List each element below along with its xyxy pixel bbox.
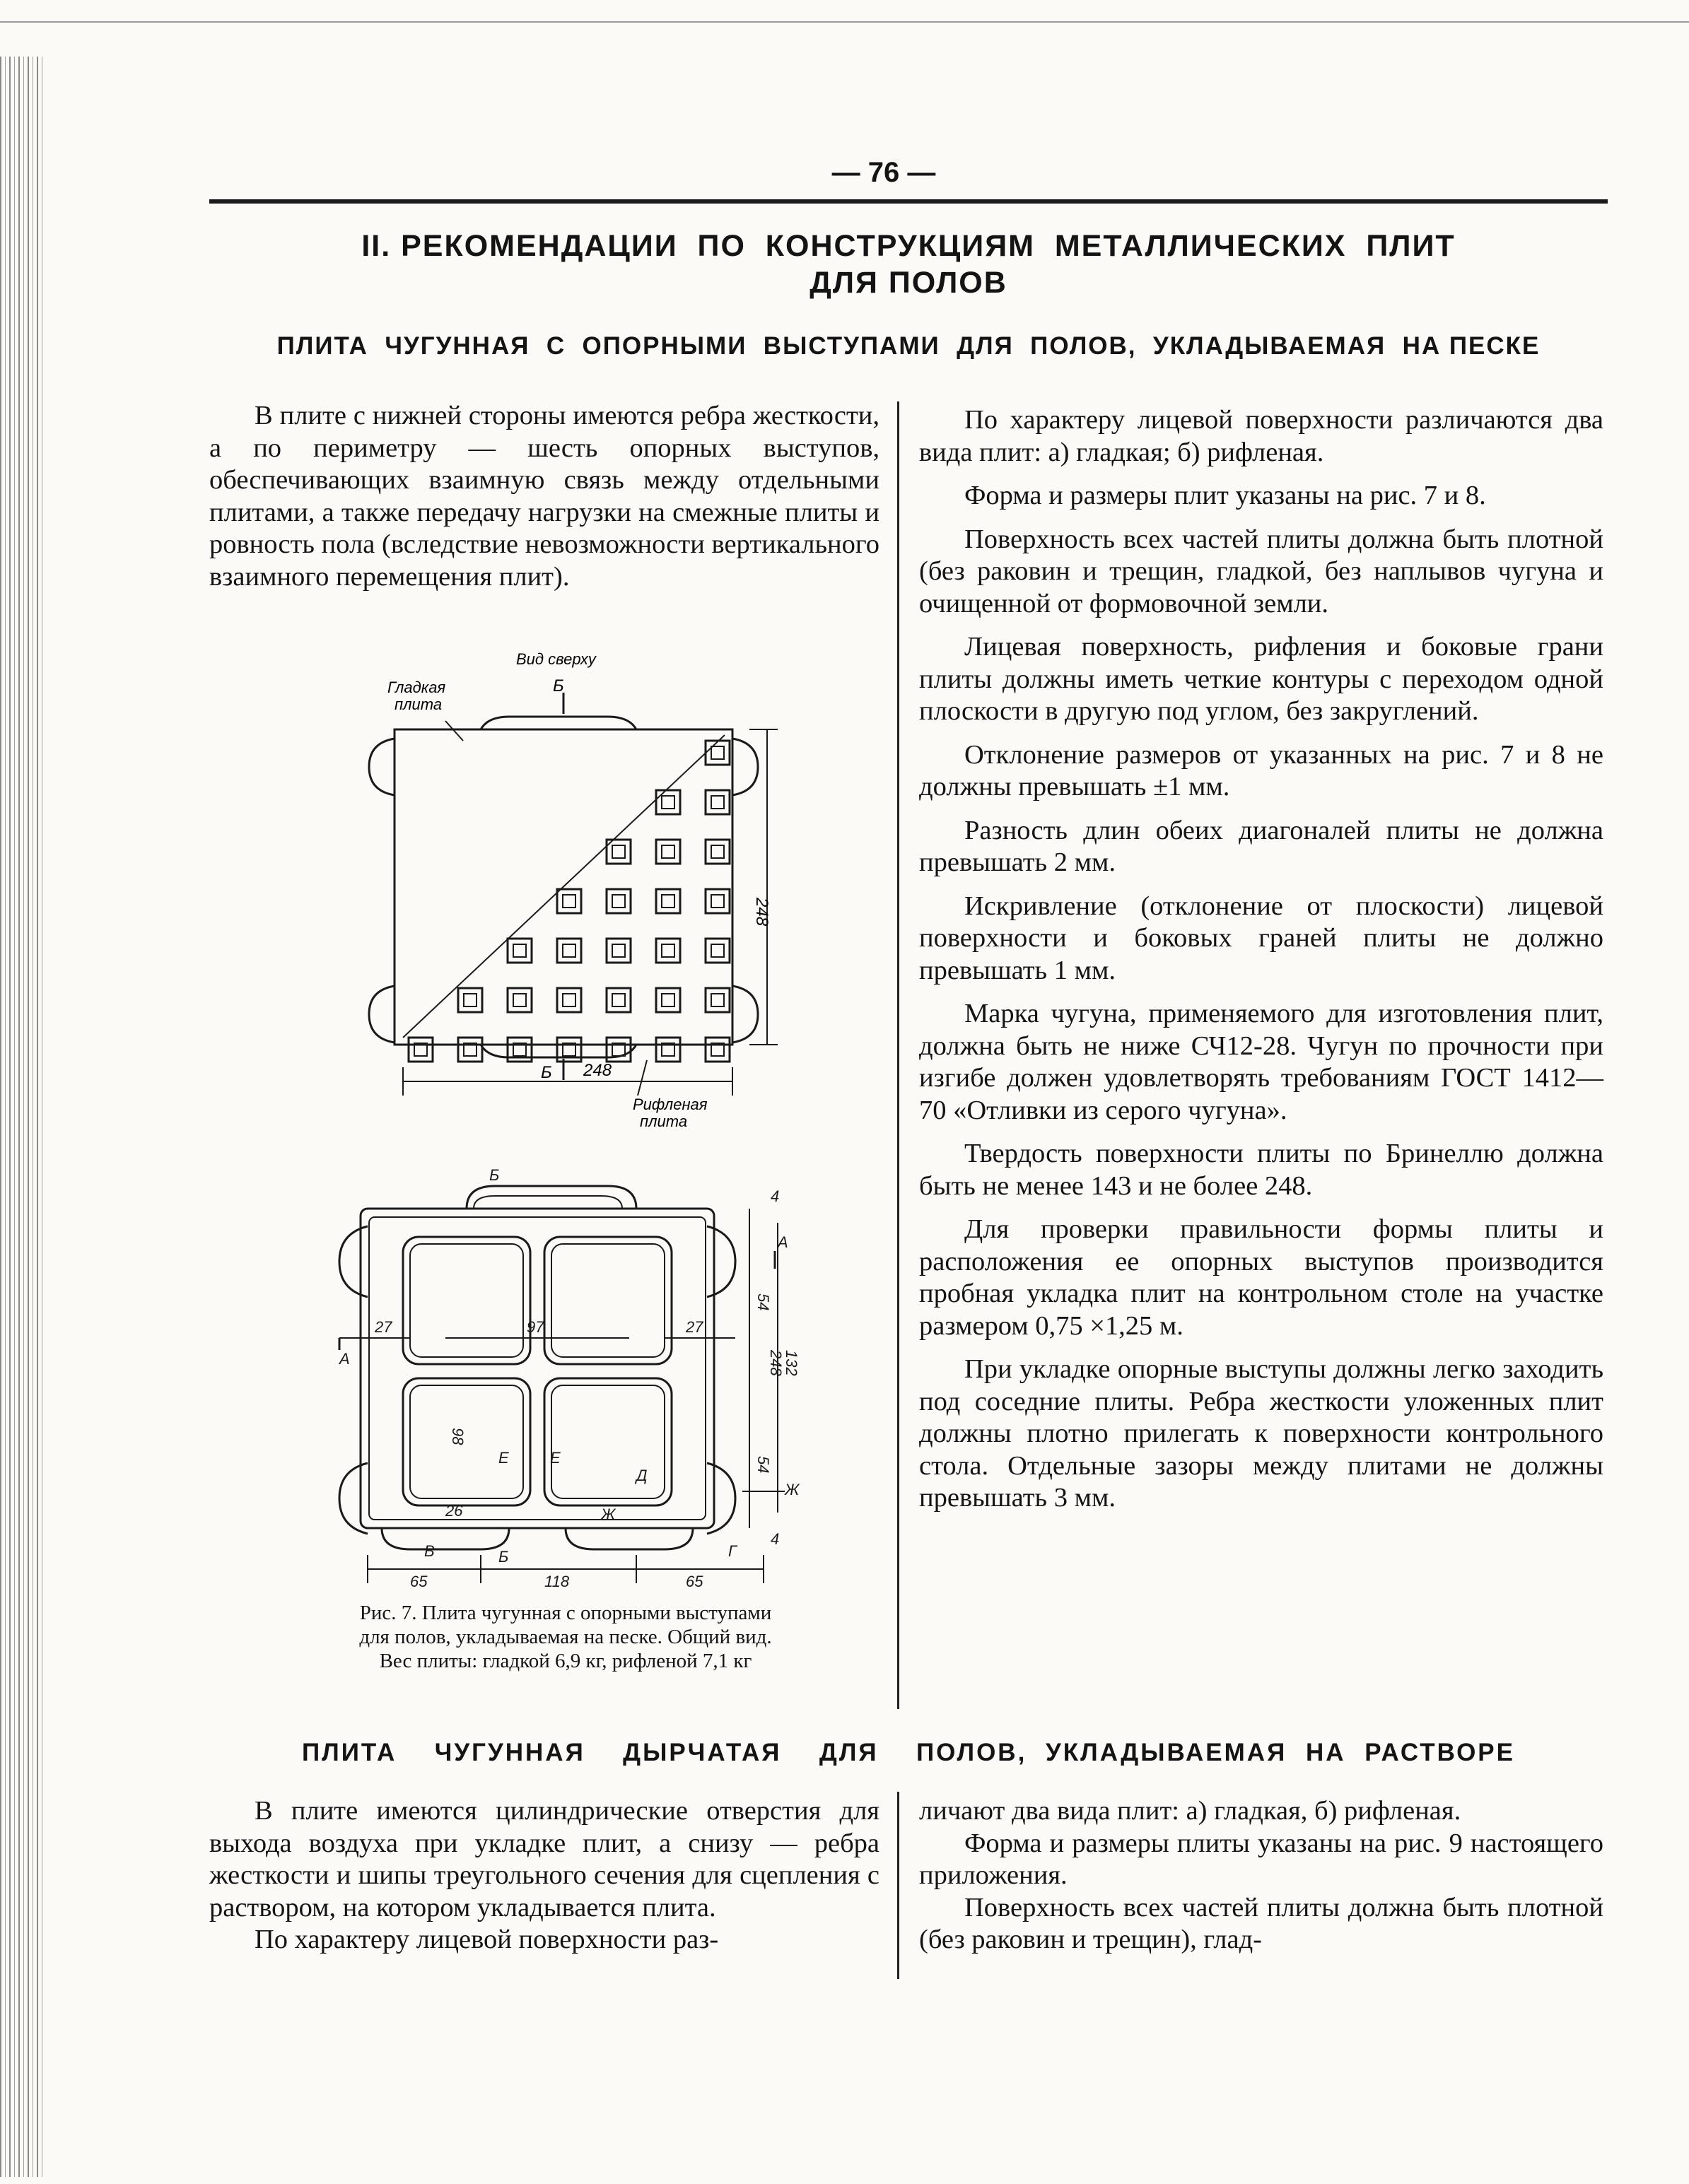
rib-cell [706, 889, 730, 913]
right2-paragraph: Форма и размеры плиты указаны на рис. 9 настоящего приложения. [919, 1828, 1603, 1890]
rib-cell [403, 1237, 530, 1364]
rib-cell-inner [612, 895, 625, 908]
plate-underside-outline [361, 1209, 714, 1528]
rib-cell [706, 790, 730, 814]
label-ribbed-plate: Рифленая [633, 1096, 708, 1113]
plate-top-view-figure [353, 643, 806, 1131]
left2-paragraph: В плите имеются цилиндрические отверстия для выхода воздуха при укладке плит, а снизу — ребра жесткости и шипы треугольного сечения для сцепления с раствором, на котором укладывается плита. [209, 1796, 879, 1922]
rib-cell [409, 1038, 433, 1062]
rib-cell-inner [711, 746, 724, 759]
rib-cell-inner [464, 994, 477, 1006]
label-zh: Ж [601, 1505, 616, 1523]
right2-paragraph: Поверхность всех частей плиты должна быть плотной (без раковин и трещин), глад- [919, 1892, 1603, 1954]
side-lug [369, 739, 395, 795]
rib-cell-inner [662, 796, 674, 809]
dim-248: 248 [767, 1350, 785, 1376]
dim-27-left: 27 [375, 1318, 392, 1336]
left-column-2 [209, 1795, 879, 1956]
top-border-line [0, 21, 1689, 23]
section-mark-b-top: Б [553, 676, 564, 695]
section-mark-b-bottom: Б [541, 1063, 552, 1082]
rib-cell [706, 840, 730, 864]
label-b-bottom: Б [498, 1548, 509, 1566]
dim-65-right: 65 [686, 1573, 703, 1590]
page-number: — 76 — [831, 157, 936, 188]
side-lug [339, 1226, 368, 1297]
rib-cell [508, 939, 532, 963]
label-e-left: Е [498, 1449, 509, 1467]
rib-cell [656, 1038, 680, 1062]
rib-cell [656, 988, 680, 1012]
rib-cell-inner [563, 944, 575, 957]
right-paragraph: По характеру лицевой поверхности различаются два вида плит: а) гладкая; б) рифленая. [919, 405, 1603, 467]
rib-cell [557, 939, 581, 963]
rib-cell [458, 1038, 482, 1062]
right-paragraph: При укладке опорные выступы должны легко заходить под соседние плиты. Ребра жесткости уложенных плит должны плотно прилегать к поверхности контрольного стола. Отдельные зазоры между плитами не должны превышать 3 мм. [919, 1354, 1603, 1513]
rib-cell [557, 988, 581, 1012]
section1-heading: ПЛИТА ЧУГУННАЯ С ОПОРНЫМИ ВЫСТУПАМИ ДЛЯ ПОЛОВ, УКЛАДЫВАЕМАЯ НА ПЕСКЕ [276, 332, 1541, 360]
rib-cell-inner [612, 845, 625, 858]
right-column-2 [919, 1795, 1603, 1956]
rib-cell [706, 939, 730, 963]
right-paragraph: Лицевая поверхность, рифления и боковые грани плиты должны иметь четкие контуры с переходом одной плоскости в другую под углом, без закруглений. [919, 632, 1603, 726]
label-smooth-plate-2: плита [395, 695, 443, 713]
rib-cell [458, 988, 482, 1012]
label-d: Д [636, 1467, 648, 1484]
rib-cell [607, 988, 631, 1012]
right-paragraph: Искривление (отклонение от плоскости) лицевой поверхности и боковых граней плиты не должно превышать 1 мм. [919, 891, 1603, 985]
bottom-lug [382, 1528, 509, 1549]
rib-cell-inner [711, 994, 724, 1006]
label-b: Б [489, 1166, 500, 1184]
scanned-binding-edge [0, 57, 42, 2177]
header-rule [209, 199, 1608, 204]
rib-cell-inner [711, 796, 724, 809]
rib-cell [656, 840, 680, 864]
chapter-title-line2: ДЛЯ ПОЛОВ [810, 266, 1007, 300]
rib-cell-inner [662, 994, 674, 1006]
rib-cell [607, 889, 631, 913]
dim-118: 118 [544, 1573, 570, 1590]
label-g: Г [728, 1542, 737, 1560]
rib-cell-inner [711, 895, 724, 908]
side-lug [732, 739, 758, 795]
figure-caption: Рис. 7. Плита чугунная с опорными выступами для полов, укладываемая на песке. Общий вид. Вес плиты: гладкой 6,9 кг, рифленой 7,1 кг [359, 1602, 772, 1672]
rib-cell [508, 988, 532, 1012]
dim-27-right: 27 [686, 1318, 703, 1336]
rib-cell [706, 741, 730, 765]
rib-cells [409, 741, 730, 1062]
side-lug [707, 1463, 735, 1534]
diagonal-line [403, 735, 725, 1038]
chapter-title-line1: II. РЕКОМЕНДАЦИИ ПО КОНСТРУКЦИЯМ МЕТАЛЛИЧЕСКИХ ПЛИТ [361, 229, 1456, 263]
rib-cell-inner [513, 994, 526, 1006]
plate-bottom-view-figure [325, 1159, 806, 1590]
rib-cell-inner [662, 895, 674, 908]
dim-97: 97 [527, 1318, 544, 1336]
rib-cell [544, 1378, 672, 1505]
dim-4-bottom: 4 [771, 1530, 780, 1548]
right-paragraph: Поверхность всех частей плиты должна быть плотной (без раковин и трещин, гладкой, без наплывов чугуна и очищенной от формовочной земли. [919, 524, 1603, 618]
dim-132: 132 [783, 1350, 800, 1376]
right-paragraph: Твердость поверхности плиты по Бринеллю должна быть не менее 143 и не более 248. [919, 1139, 1603, 1201]
rib-cell-inner [662, 845, 674, 858]
dim-54-top: 54 [754, 1293, 772, 1311]
rib-cell [544, 1237, 672, 1364]
label-smooth-plate: Гладкая [387, 679, 446, 696]
label-zh-right: Ж [785, 1481, 800, 1498]
rib-cell-inner [612, 994, 625, 1006]
rib-cell [656, 889, 680, 913]
rib-cell-inner [563, 895, 575, 908]
chapter-title [209, 228, 1608, 301]
side-lug [732, 986, 758, 1043]
right-paragraph: Форма и размеры плит указаны на рис. 7 и 8. [964, 481, 1486, 510]
label-e-right: Е [550, 1449, 561, 1467]
column-divider-2 [897, 1792, 899, 1979]
dim-height: 248 [752, 898, 771, 927]
dim-54-bottom: 54 [754, 1456, 772, 1474]
rib-cell-inner [563, 994, 575, 1006]
label-a-left: А [339, 1350, 350, 1368]
dim-98: 98 [449, 1428, 467, 1445]
right-paragraph: Марка чугуна, применяемого для изготовления плит, должна быть не ниже СЧ12-28. Чугун по прочности при изгибе должен удовлетворять требованиям ГОСТ 1412—70 «Отливки из серого чугуна». [919, 999, 1603, 1125]
rib-cell-inner [612, 944, 625, 957]
dim-26: 26 [445, 1502, 463, 1520]
dim-width: 248 [583, 1061, 612, 1080]
right-paragraph: Отклонение размеров от указанных на рис. 7 и 8 не должны превышать ±1 мм. [919, 739, 1603, 802]
rib-cell [656, 790, 680, 814]
column-divider [897, 401, 899, 1709]
label-v: В [424, 1542, 435, 1560]
label-ribbed-plate-2: плита [640, 1112, 688, 1130]
rib-cell [656, 939, 680, 963]
rib-cell-inner [662, 944, 674, 957]
bottom-lug [566, 1528, 693, 1549]
side-lug [339, 1463, 368, 1534]
label-a-right: А [778, 1233, 788, 1251]
left2-paragraph: По характеру лицевой поверхности раз- [255, 1925, 719, 1954]
rib-cell [706, 1038, 730, 1062]
left-column [209, 400, 879, 604]
label-top-view: Вид сверху [516, 650, 596, 668]
dim-65-left: 65 [410, 1573, 428, 1590]
rib-cell-inner [513, 944, 526, 957]
right-paragraph: Разность длин обеих диагоналей плиты не должна превышать 2 мм. [919, 815, 1603, 877]
rib-cell [706, 988, 730, 1012]
rib-cell-inner [711, 845, 724, 858]
right-column [919, 404, 1603, 1526]
right2-paragraph: личают два вида плит: а) гладкая, б) рифленая. [919, 1796, 1461, 1826]
rib-cell [557, 889, 581, 913]
right-paragraph: Для проверки правильности формы плиты и расположения ее опорных выступов производится пробная укладка плит на контрольном столе на участке размером 0,75 ×1,25 м. [919, 1214, 1603, 1341]
top-lug [481, 717, 636, 729]
left-paragraph: В плите с нижней стороны имеются ребра жесткости, а по периметру — шесть опорных выступов, обеспечивающих взаимную связь между отдельными плитами, а также передачу нагрузки на смежные плиты и ровность пола (вследствие невозможности вертикального взаимного перемещения плит). [209, 401, 879, 592]
dim-4-top: 4 [771, 1187, 780, 1205]
section2-heading: ПЛИТА ЧУГУННАЯ ДЫРЧАТАЯ ДЛЯ ПОЛОВ, УКЛАДЫВАЕМАЯ НА РАСТВОРЕ [302, 1739, 1515, 1766]
side-lug [707, 1226, 735, 1297]
rib-cell [607, 939, 631, 963]
rib-cell-inner [711, 944, 724, 957]
side-lug [369, 986, 395, 1043]
